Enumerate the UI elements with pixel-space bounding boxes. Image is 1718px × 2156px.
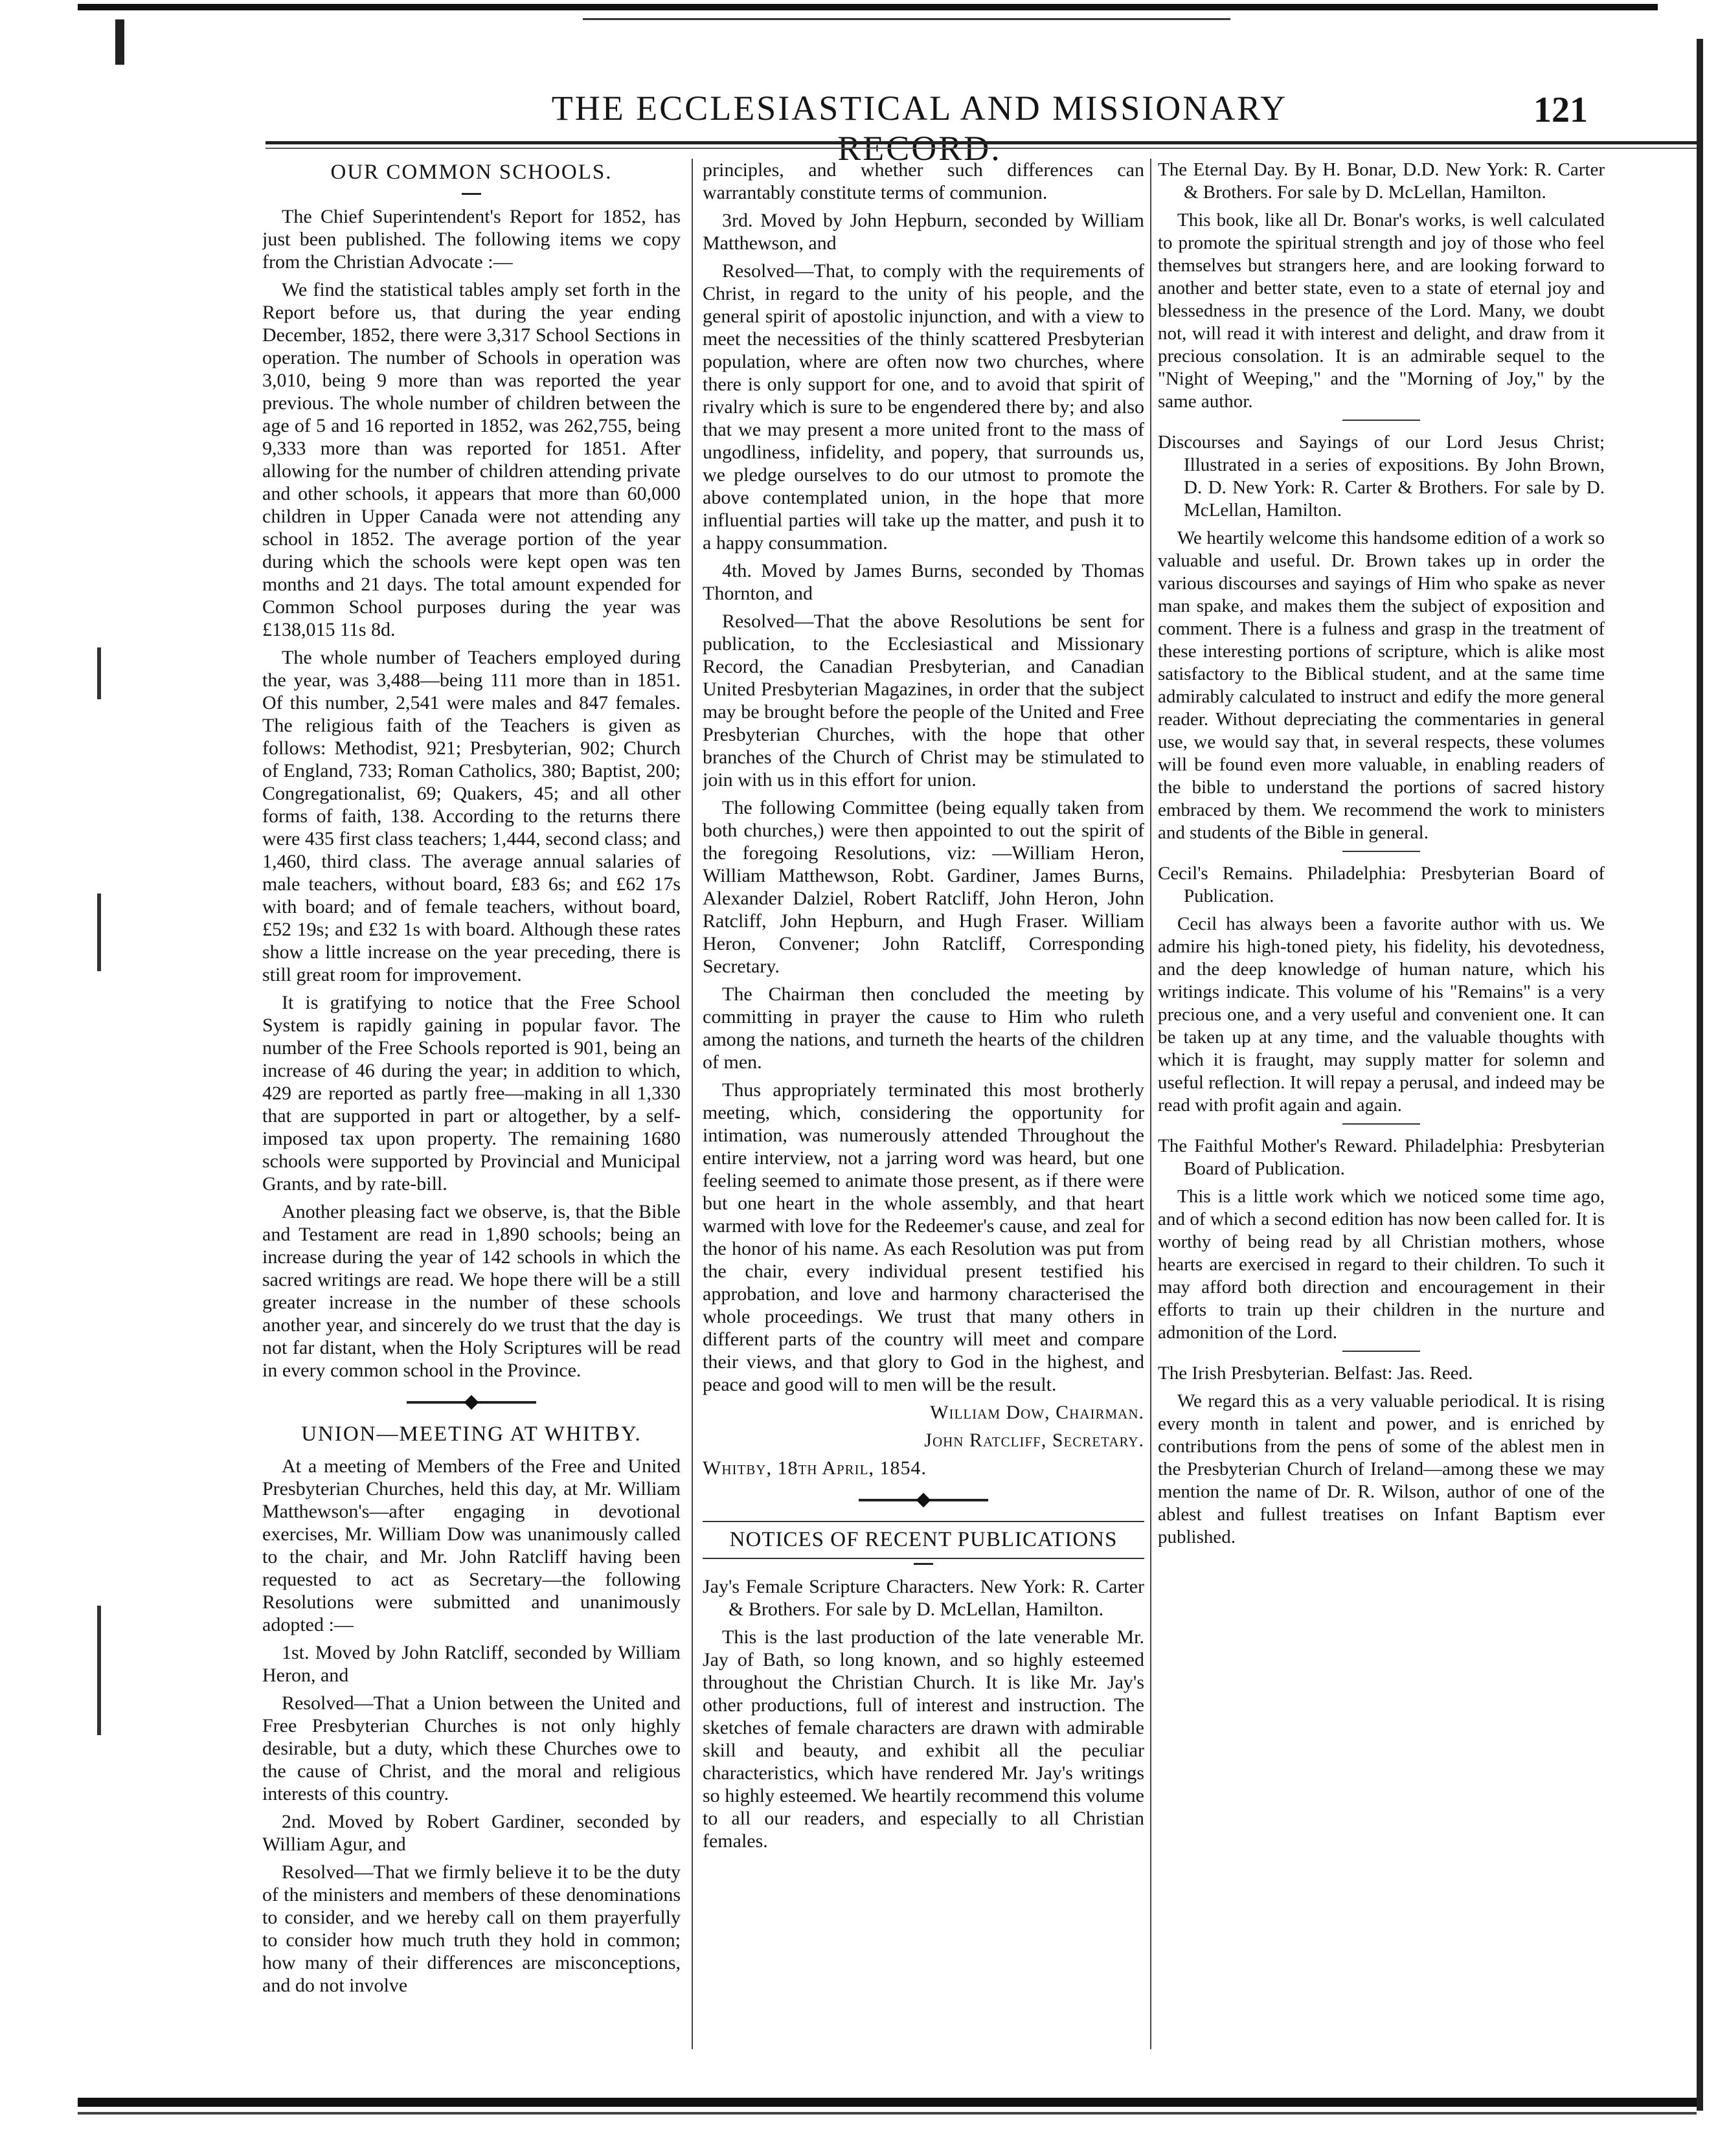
review-body: This book, like all Dr. Bonar's works, is well calculated to promote the spiritual strength and joy of those who feel themselves but strangers here, and are looking forward to another and better state, even to a state of eternal joy and blessedness in the presence of the Lord. Many, we doubt not, will read it with interest and delight, and draw from it precious consolation. It is an admirable sequel to the "Night of Weeping," and the "Morning of Joy," by the same author. xyxy=(1158,210,1605,412)
column-separator xyxy=(692,159,693,2049)
review-jay xyxy=(703,1575,1144,1852)
paragraph: Resolved—That the above Resolutions be sent for publication, to the Ecclesiastical and Missionary Record, the Canadian Presbyterian, and Canadian United Presbyterian Magazines, in order that the subject may be brought before the people of the United and Free Presbyterian Churches, with the hope that other branches of the Church of Christ may be stimulated to join with us in this effort for union. xyxy=(703,611,1144,791)
review-title: The Eternal Day. By H. Bonar, D.D. New York: R. Carter & Brothers. For sale by D. McLellan, Hamilton. xyxy=(1158,159,1605,203)
paragraph: Resolved—That, to comply with the requirements of Christ, in regard to the unity of his people, and the general spirit of apostolic injunction, and with a view to meet the necessities of the thinly scattered Presbyterian population, where are often now two churches, where there is only support for one, and to avoid that spirit of rivalry which is sure to be engendered there by; and also that we may present a more united front to the mass of ungodliness, infidelity, and popery, that surrounds us, we pledge ourselves to do our utmost to promote the above contemplated union, in the hope that more influential parties will take up the matter, and push it to a happy consummation. xyxy=(703,260,1144,554)
column-left xyxy=(262,159,681,2075)
review-divider xyxy=(1342,1123,1420,1125)
scan-edge-mark xyxy=(115,19,124,65)
paragraph: Resolved—That a Union between the United and Free Presbyterian Churches is not only highly desirable, but a duty, which these Churches owe to the cause of Christ, and the moral and religious interests of this country. xyxy=(262,1692,681,1804)
paragraph: The Chief Superintendent's Report for 1852, has just been published. The following items we copy from the Christian Advocate :— xyxy=(262,206,681,273)
signature-secretary: John Ratcliff, Secretary. xyxy=(924,1430,1144,1451)
scan-speckle xyxy=(97,647,101,699)
paragraph: Another pleasing fact we observe, is, that the Bible and Testament are read in 1,890 schools; being an increase during the year of 142 schools in which the sacred writings are read. We hope there will be a still greater increase in the number of these schools another year, and sincerely do we trust that the day is not far distant, when the Holy Scriptures will be read in every common school in the Province. xyxy=(262,1201,681,1381)
scan-speckle xyxy=(97,893,101,971)
bottom-border-rule xyxy=(78,2098,1697,2107)
paragraph: 1st. Moved by John Ratcliff, seconded by William Heron, and xyxy=(262,1642,681,1686)
review-title: The Faithful Mother's Reward. Philadelphia: Presbyterian Board of Publication. xyxy=(1158,1136,1605,1179)
paragraph: It is gratifying to notice that the Free School System is rapidly gaining in popular favor. The number of the Free Schools reported is 901, being an increase of 46 during the year; in addition to which, 429 are reported as partly free—making in all 1,330 that are supported in part or altogether, by a self-imposed tax upon property. The remaining 1680 schools were supported by Provincial and Municipal Grants, and by rate-bill. xyxy=(262,992,681,1195)
header-rule xyxy=(266,141,1697,144)
review-title: Discourses and Sayings of our Lord Jesus Christ; Illustrated in a series of expositions. By John Brown, D. D. New York: R. Carter & Brothers. For sale by D. McLellan, Hamilton. xyxy=(1158,432,1605,521)
review-body: This is a little work which we noticed some time ago, and of which a second edition has now been called for. It is worthy of being read by all Christian mothers, whose hearts are exercised in regard to their children. To such it may afford both direction and encouragement in their efforts to train up their children in the nurture and admonition of the Lord. xyxy=(1158,1186,1605,1343)
scan-right-edge xyxy=(1697,39,1703,2111)
heading-dash xyxy=(914,1563,933,1565)
review-title: Jay's Female Scripture Characters. New York: R. Carter & Brothers. For sale by D. McLellan, Hamilton. xyxy=(703,1576,1144,1620)
column-separator xyxy=(1150,159,1151,2049)
paragraph: 4th. Moved by James Burns, seconded by Thomas Thornton, and xyxy=(703,560,1144,604)
page-number: 121 xyxy=(1533,90,1588,130)
review-divider xyxy=(1342,1351,1420,1352)
notices-heading: NOTICES OF RECENT PUBLICATIONS xyxy=(729,1528,1118,1551)
paragraph: 2nd. Moved by Robert Gardiner, seconded by William Agur, and xyxy=(262,1811,681,1855)
dateline: Whitby, 18th April, 1854. xyxy=(703,1457,927,1479)
section-ornament xyxy=(859,1492,988,1508)
section-ornament xyxy=(407,1395,536,1410)
bottom-border-rule-thin xyxy=(78,2112,1697,2115)
paragraph: At a meeting of Members of the Free and United Presbyterian Churches, held this day, at Mr. William Matthewson's—after engaging in devotional exercises, Mr. William Dow was unanimously called to the chair, and Mr. John Ratcliff having been requested to act as Secretary—the following Resolutions were submitted and unanimously adopted :— xyxy=(262,1455,681,1635)
column-right xyxy=(1158,159,1605,2075)
paragraph: We find the statistical tables amply set forth in the Report before us, that during the year ending December, 1852, there were 3,317 School Sections in operation. The number of Schools in operation was 3,010, being 9 more than was reported the year previous. The whole number of children between the age of 5 and 16 reported in 1852, was 262,755, being 9,333 more than was reported for 1851. After allowing for the number of children attending private and other schools, it appears that more than 60,000 children in Upper Canada were not attending any school in 1852. The average portion of the year during which the schools were kept open was ten months and 21 days. The total amount expended for Common School purposes during the year was £138,015 11s 8d. xyxy=(262,279,681,640)
paragraph: Thus appropriately terminated this most brotherly meeting, which, considering the opportunity for intimation, was numerously attended Throughout the entire interview, not a jarring word was heard, but one feeling seemed to animate those present, as if there were but one heart in the whole assembly, and that heart warmed with love for the Redeemer's cause, and zeal for the honor of his name. As each Resolution was put from the chair, every individual present testified his approbation, and love and harmony characterised the whole proceedings. We trust that many others in different parts of the country will meet and compare their views, and that glory to God in the highest, and peace and good will to men will be the result. xyxy=(703,1079,1144,1395)
paragraph: 3rd. Moved by John Hepburn, seconded by William Matthewson, and xyxy=(703,210,1144,254)
heading-dash xyxy=(462,193,481,195)
paragraph: The whole number of Teachers employed during the year, was 3,488—being 111 more than in 1851. Of this number, 2,541 were males and 847 females. The religious faith of the Teachers is given as follows: Methodist, 921; Presbyterian, 902; Church of England, 733; Roman Catholics, 380; Baptist, 200; Congregationalist, 69; Quakers, 45; and all other forms of faith, 138. According to the returns there were 435 first class teachers; 1,444, second class; and 1,460, third class. The average annual salaries of male teachers, without board, £83 6s; and £62 17s with board; and of female teachers, without board, £52 19s; and £32 1s with board. Although these rates show a little increase on the year preceding, there is still great room for improvement. xyxy=(262,647,681,985)
scan-speckle xyxy=(97,1606,101,1735)
paragraph: principles, and whether such differences can warrantably constitute terms of communion. xyxy=(703,159,1144,203)
notices-rule xyxy=(703,1558,1144,1559)
running-title: THE ECCLESIASTICAL AND MISSIONARY xyxy=(551,89,1288,128)
review-body: Cecil has always been a favorite author with us. We admire his high-toned piety, his fidelity, his devotedness, and the deep knowledge of human nature, which his writings indicate. This volume of his "Remains" is a very precious one, and a very useful and convenient one. It can be taken up at any time, and the valuable thoughts with which it is fraught, may supply matter for solemn and useful reflection. It will repay a perusal, and indeed may be read with profit again and again. xyxy=(1158,914,1605,1116)
review-body: We heartily welcome this handsome edition of a work so valuable and useful. Dr. Brown takes up in order the various discourses and sayings of Him who spake as never man spake, and makes them the subject of exposition and comment. There is a fulness and grasp in the treatment of these interesting portions of scripture, which is alike most satisfactory to the Biblical student, and at the same time admirably calculated to instruct and edify the more general reader. Without depreciating the commentaries in general use, we would say that, in several respects, these volumes will be found even more valuable, in enabling readers of the bible to understand the portions of sacred history embraced by them. We recommend the work to ministers and students of the Bible in general. xyxy=(1158,528,1605,843)
paragraph: The Chairman then concluded the meeting by committing in prayer the cause to Him who ruleth among the nations, and turneth the hearts of the children of men. xyxy=(703,983,1144,1073)
signature-chairman: William Dow, Chairman. xyxy=(930,1402,1144,1423)
paragraph: The following Committee (being equally taken from both churches,) were then appointed to out the spirit of the foregoing Resolutions, viz: —William Heron, William Matthewson, Robt. Gardiner, James Burns, Alexander Dalziel, Robert Ratcliff, John Heron, John Ratcliff, John Hepburn, and Hugh Fraser. William Heron, Convener; John Ratcliff, Corresponding Secretary. xyxy=(703,797,1144,977)
review-title: The Irish Presbyterian. Belfast: Jas. Reed. xyxy=(1158,1363,1473,1384)
paragraph: Resolved—That we firmly believe it to be the duty of the ministers and members of these denominations to consider, and we hereby call on them prayerfully to consider how much truth they hold in common; how many of their differences are misconceptions, and do not involve xyxy=(262,1861,681,1996)
review-body: We regard this as a very valuable periodical. It is rising every month in talent and power, and is enriched by contributions from the pens of some of the ablest men in the Presbyterian Church of Ireland—among these we may mention the name of Dr. R. Wilson, author of one of the ablest and fullest treatises on Infant Baptism ever published. xyxy=(1158,1391,1605,1547)
review-title: Cecil's Remains. Philadelphia: Presbyterian Board of Publication. xyxy=(1158,863,1605,906)
article-heading-common-schools: OUR COMMON SCHOOLS. xyxy=(330,161,613,184)
article-heading-union-meeting: UNION—MEETING AT WHITBY. xyxy=(301,1422,642,1446)
top-border-rule-thin xyxy=(583,18,1230,20)
review-divider xyxy=(1342,420,1420,421)
review-body: This is the last production of the late venerable Mr. Jay of Bath, so long known, and so highly esteemed throughout the Christian Church. It is like Mr. Jay's other productions, full of interest and instruction. The sketches of female characters are drawn with admirable skill and beauty, and exhibit all the peculiar characteristics, which have rendered Mr. Jay's writings so highly esteemed. We heartily recommend this volume to all our readers, and especially to all Christian females. xyxy=(703,1626,1144,1852)
header-rule-thin xyxy=(266,148,1697,149)
notices-rule xyxy=(703,1521,1144,1522)
review-divider xyxy=(1342,851,1420,852)
top-border-rule xyxy=(78,4,1658,10)
column-middle xyxy=(703,159,1144,2075)
